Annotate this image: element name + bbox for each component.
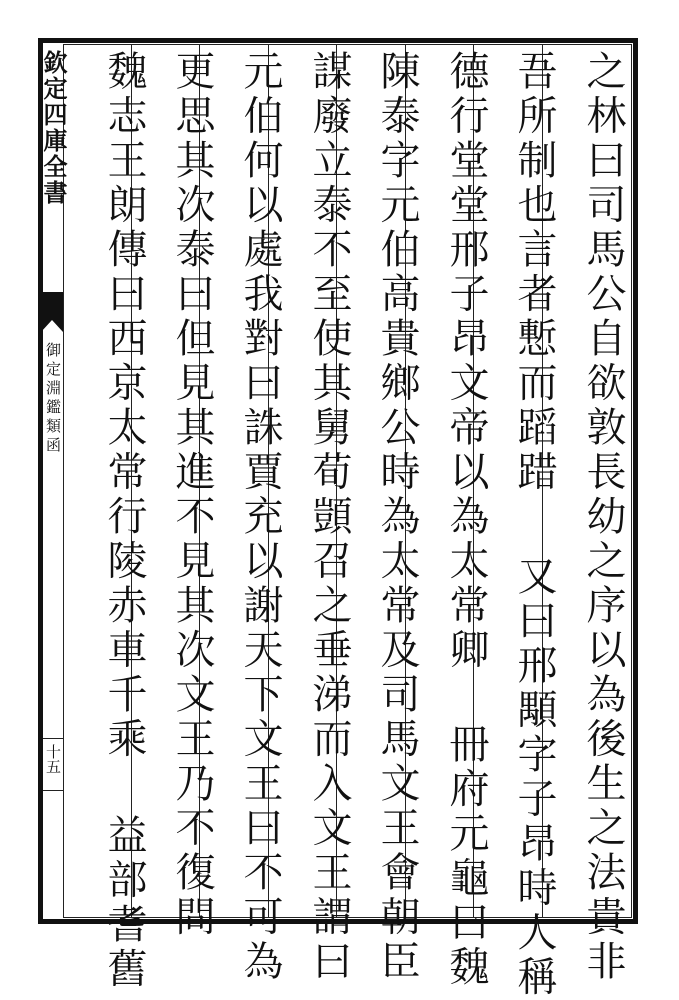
- column-text: 益部耆舊: [101, 814, 147, 992]
- text-column-1: [572, 50, 634, 985]
- column-text: 又曰邢顒字子昂時人稱: [511, 555, 557, 1000]
- text-column-2: [503, 50, 565, 1000]
- column-text: 吾所制也言者慙而蹈踖: [511, 50, 557, 495]
- page-margin: [39, 44, 68, 918]
- column-text: 元伯何以處我對曰誅賈充以謝天下文王曰不可為: [237, 50, 283, 985]
- column-text: 更思其次泰曰但見其進不見其次文王乃不復問: [169, 50, 215, 940]
- column-text: 德行堂堂邢子昂文帝以為太常卿: [443, 50, 489, 673]
- column-text: 冊府元龜曰魏: [443, 723, 489, 990]
- text-column-4: [366, 50, 428, 985]
- text-column-3: [435, 50, 497, 990]
- column-text: 陳泰字元伯高貴鄉公時為太常及司馬文王會朝臣: [374, 50, 420, 985]
- page-number: 十五: [44, 744, 62, 774]
- text-column-6: [229, 50, 291, 985]
- text-column-5: [298, 50, 360, 985]
- fishtail-mark: [41, 292, 63, 332]
- book-title: 欽定四庫全書: [39, 50, 68, 206]
- column-text: 魏志王朗傳曰西京太常行陵赤車千乘: [101, 50, 147, 762]
- text-column-7: [161, 50, 223, 940]
- text-column-8: [93, 50, 155, 992]
- column-text: 之林曰司馬公自欲敦長幼之序以為後生之法貴非: [580, 50, 626, 985]
- column-text: 謀廢立泰不至使其舅荀顗召之垂涕而入文王謂曰: [306, 50, 352, 985]
- section-title: 御定淵鑑類函: [44, 342, 62, 456]
- page-number-rule: [43, 790, 63, 791]
- page-number-rule: [43, 738, 63, 739]
